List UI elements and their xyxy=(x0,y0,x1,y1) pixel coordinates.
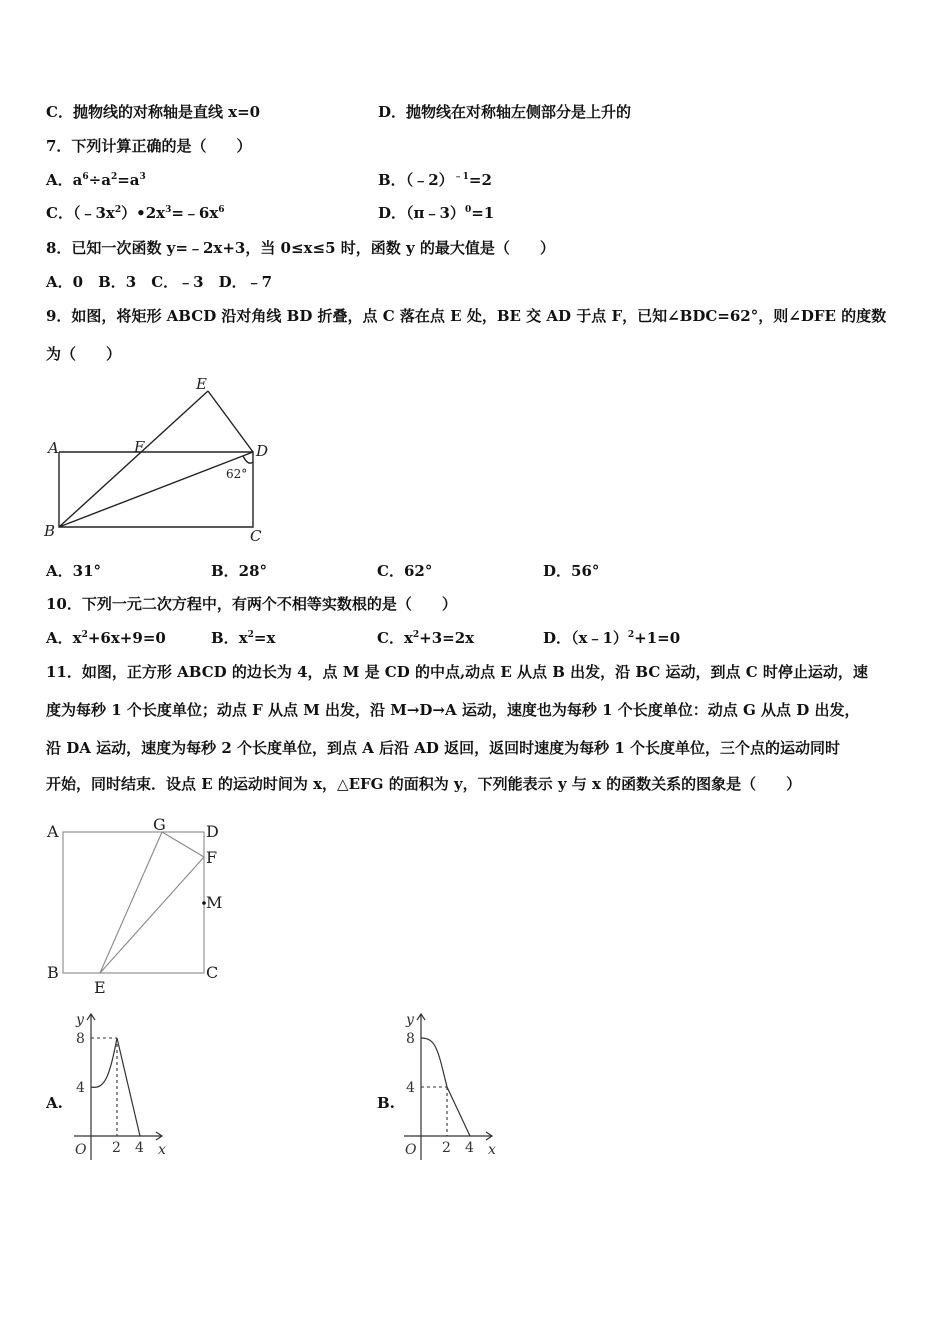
q9-stem-line2: 为（ ） xyxy=(46,345,122,363)
point-a-label: A xyxy=(47,822,59,841)
q6-option-d: D．抛物线在对称轴左侧部分是上升的 xyxy=(378,103,632,121)
point-f-label: F xyxy=(206,848,218,867)
q11-stem-line2: 度为每秒 1 个长度单位；动点 F 从点 M 出发，沿 M→D→A 运动，速度也为每秒 1 个长度单位：动点 G 从点 D 出发， xyxy=(46,701,860,719)
point-c-label: C xyxy=(206,963,219,982)
y-tick-8: 8 xyxy=(76,1031,85,1047)
point-m-label: M xyxy=(206,893,223,912)
q11-stem-line1: 11．如图，正方形 ABCD 的边长为 4，点 M 是 CD 的中点,动点 E 从点 B 出发，沿 BC 运动，到点 C 时停止运动，速 xyxy=(46,663,868,681)
q9-stem-line1: 9．如图，将矩形 ABCD 沿对角线 BD 折叠，点 C 落在点 E 处，BE 交 AD 于点 F，已知∠BDC=62°，则∠DFE 的度数 xyxy=(46,307,887,325)
q9-option-d: D．56° xyxy=(543,562,600,580)
q10-option-d: D．（x﹣1）$^2$+1=0 xyxy=(543,629,681,647)
point-e-label: E xyxy=(94,978,106,997)
y-axis-label: y xyxy=(406,1012,414,1028)
q11-option-b-label: B. xyxy=(377,1094,395,1112)
x-tick-4: 4 xyxy=(465,1140,474,1156)
q10-option-c: C．$x^2+3=2x$ xyxy=(377,629,475,647)
q11-stem-line3: 沿 DA 运动，速度为每秒 2 个长度单位，到点 A 后沿 AD 返回，返回时速度为每秒 1 个长度单位，三个点的运动同时 xyxy=(46,739,841,757)
point-d-label: D xyxy=(256,442,269,460)
point-a-label: A xyxy=(48,439,59,457)
angle-62-label: 62° xyxy=(226,467,248,481)
q7-option-d: D．（π﹣3）$^0$=1 xyxy=(378,204,495,222)
point-c-label: C xyxy=(250,527,262,545)
q7-option-b: B．（﹣2）$^{﹣1}$=2 xyxy=(378,171,492,189)
origin-label: O xyxy=(405,1142,417,1158)
point-b-label: B xyxy=(47,963,59,982)
point-b-label: B xyxy=(44,522,56,540)
q7-option-c: C．$(﹣3x^2)•2x^3=﹣6x^6$ xyxy=(46,204,225,222)
q9-rectangle-fold-figure xyxy=(40,370,280,550)
q11-square-figure xyxy=(40,810,240,1000)
q8-stem: 8．已知一次函数 y=﹣2x+3，当 0≤x≤5 时，函数 y 的最大值是（ ） xyxy=(46,239,555,257)
q8-options: A．0 B．3 C．﹣3 D．﹣7 xyxy=(46,273,273,291)
q11-graph-a xyxy=(70,1010,175,1165)
q11-graph-b xyxy=(400,1010,505,1165)
point-g-label: G xyxy=(153,815,166,834)
q9-option-c: C．62° xyxy=(377,562,433,580)
x-tick-4: 4 xyxy=(135,1140,144,1156)
q6-option-c: C．抛物线的对称轴是直线 x=0 xyxy=(46,103,261,121)
point-f-label: F xyxy=(134,438,145,456)
x-axis-label: x xyxy=(158,1142,166,1158)
q11-stem-line4: 开始，同时结束．设点 E 的运动时间为 x，△EFG 的面积为 y，下列能表示 y 与 x 的函数关系的图象是（ ） xyxy=(46,775,802,793)
point-e-label: E xyxy=(196,375,207,393)
q9-option-b: B．28° xyxy=(211,562,268,580)
q7-stem: 7．下列计算正确的是（ ） xyxy=(46,137,252,155)
y-axis-label: y xyxy=(76,1012,84,1028)
origin-label: O xyxy=(75,1142,87,1158)
q9-option-a: A．31° xyxy=(46,562,102,580)
q7-option-a: A．$a^6\div a^2=a^3$ xyxy=(46,171,146,189)
q10-option-a: A．$x^2+6x+9=0$ xyxy=(46,629,166,647)
q11-option-a-label: A. xyxy=(46,1094,63,1112)
x-tick-2: 2 xyxy=(112,1140,121,1156)
q10-stem: 10．下列一元二次方程中，有两个不相等实数根的是（ ） xyxy=(46,595,457,613)
point-d-label: D xyxy=(206,822,219,841)
x-tick-2: 2 xyxy=(442,1140,451,1156)
x-axis-label: x xyxy=(488,1142,496,1158)
y-tick-8: 8 xyxy=(406,1031,415,1047)
y-tick-4: 4 xyxy=(76,1080,85,1096)
y-tick-4: 4 xyxy=(406,1080,415,1096)
q10-option-b: B．$x^2=x$ xyxy=(211,629,276,647)
